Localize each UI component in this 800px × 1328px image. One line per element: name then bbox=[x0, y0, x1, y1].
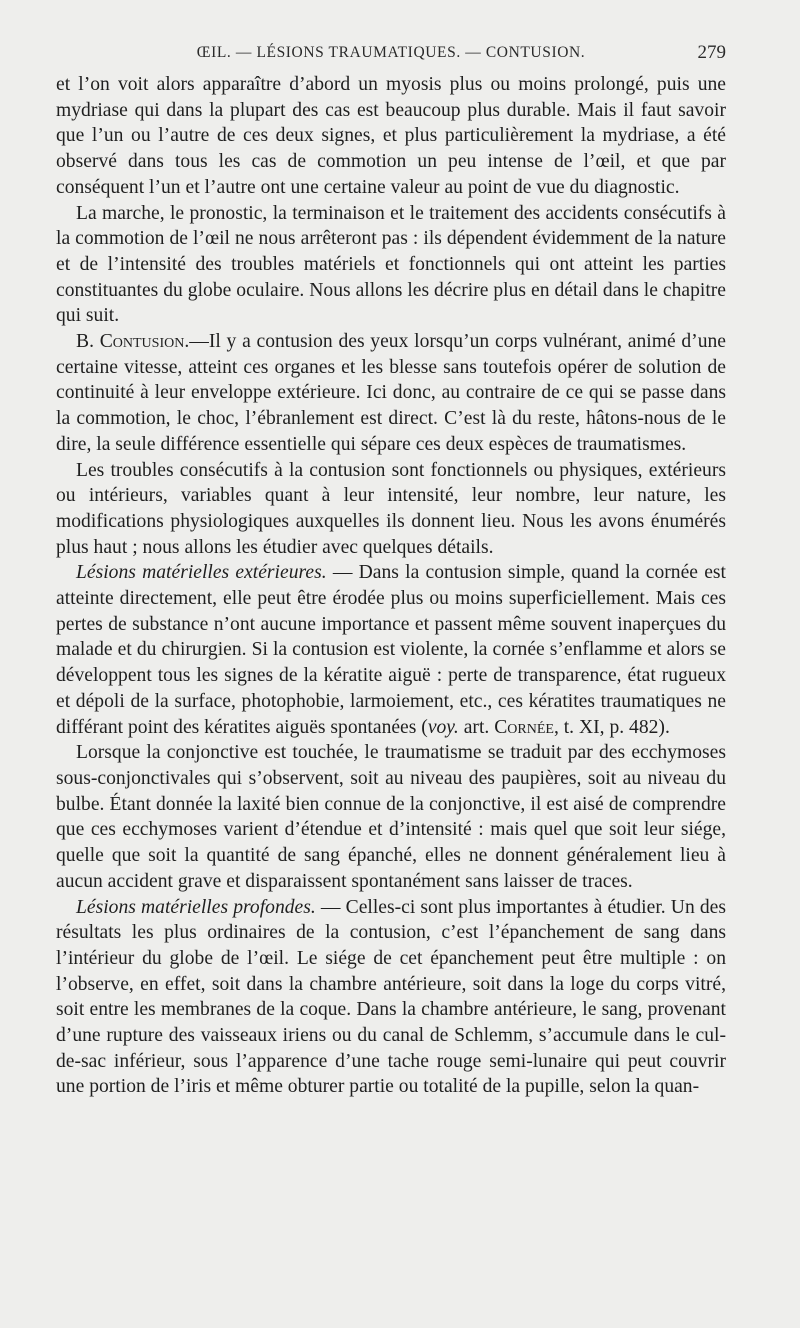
paragraph-text: — Celles-ci sont plus importantes à étudier. Un des résultats les plus ordinaires de la contusion, c’est l’épanchement de sang dans l’intérieur du globe de l’œil. Le siége de cet épanchement peut être multiple : on l’observe, en effet, soit dans la chambre antérieure, soit dans la loge du corps vitré, soit entre les membranes de la coque. Dans la chambre antérieure, le sang, provenant d’une rupture des vaisseaux iriens ou du canal de Schlemm, s’accumule dans le cul-de-sac inférieur, sous l’apparence d’une tache rouge semi-lunaire qui peut couvrir une portion de l’iris et même obturer partie ou totalité de la pupille, selon la quan- bbox=[56, 896, 726, 1098]
paragraph-external-lesions bbox=[56, 560, 726, 740]
paragraph-text: — Dans la contusion simple, quand la cornée est atteinte directement, elle peut être érodée plus ou moins superficiellement. Mais ces pertes de substance n’ont aucune importance et passent même souvent inaperçues du malade et du chirurgien. Si la contusion est violente, la cornée s’enflamme et alors se développent tous les signes de la kératite aiguë : perte de transparence, état rugueux et dépoli de la surface, photophobie, larmoiement, etc., ces kératites traumatiques ne différant point des kératites aiguës spontanées ( bbox=[56, 562, 726, 738]
paragraph-commotion-course bbox=[56, 201, 726, 330]
reference-tail: , t. XI, p. 482). bbox=[553, 716, 670, 738]
paragraph-text: et l’on voit alors apparaître d’abord un myosis plus ou moins prolongé, puis une mydriase qui dans la plupart des cas est beaucoup plus durable. Mais il faut savoir que l’un ou l’autre de ces deux signes, et plus particulièrement la mydriase, a été observé dans tous les cas de commotion un peu intense de l’œil, et que par conséquent l’un et l’autre ont une certaine valeur au point de vue du diagnostic. bbox=[56, 74, 726, 198]
paragraph-deep-lesions bbox=[56, 895, 726, 1101]
paragraph-contusion-troubles bbox=[56, 458, 726, 561]
paragraph-contusion-definition bbox=[56, 329, 726, 458]
reference-art: art. bbox=[458, 716, 495, 738]
body-text bbox=[56, 72, 726, 1100]
paragraph-text: Lorsque la conjonctive est touchée, le traumatisme se traduit par des ecchymoses sous-conjonctivales qui s’observent, soit au niveau des paupières, soit au niveau du bulbe. Étant donnée la laxité bien connue de la conjonctive, il est aisé de comprendre que ces ecchymoses varient d’étendue et d’intensité : mais quel que soit leur siége, quelle que soit la quantité de sang épanché, elles ne donnent généralement lieu à aucun accident grave et disparaissent spontanément sans laisser de traces. bbox=[56, 742, 726, 892]
paragraph-commotion-signs bbox=[56, 72, 726, 201]
running-header bbox=[56, 44, 726, 70]
paragraph-text: La marche, le pronostic, la terminaison et le traitement des accidents consécutifs à la commotion de l’œil ne nous arrêteront pas : ils dépendent évidemment de la nature et de l’intensité des troubles matériels et fonctionnels qui ont atteint les parties constituantes du globe oculaire. Nous allons les décrire plus en détail dans le chapitre qui suit. bbox=[56, 202, 726, 327]
paragraph-conjunctiva bbox=[56, 740, 726, 894]
running-title: ŒIL. — LÉSIONS TRAUMATIQUES. — CONTUSION. bbox=[196, 44, 586, 61]
page-number: 279 bbox=[697, 42, 726, 63]
section-letter: B. bbox=[76, 331, 100, 353]
paragraph-text: Les troubles consécutifs à la contusion sont fonctionnels ou physiques, extérieurs ou intérieurs, variables quant à leur intensité, leur nombre, leur nature, les modifications physiologiques auxquelles ils donnent lieu. Nous les avons énumérés plus haut ; nous allons les étudier avec quelques détails. bbox=[56, 459, 726, 558]
reference-cornee: Cornée bbox=[494, 716, 554, 738]
subsection-heading-external: Lésions matérielles extérieures. bbox=[76, 562, 327, 584]
reference-voy: voy. bbox=[427, 716, 459, 738]
section-heading-contusion: Contusion. bbox=[99, 331, 190, 353]
subsection-heading-deep: Lésions matérielles profondes. bbox=[76, 896, 316, 918]
paragraph-text: —Il y a contusion des yeux lorsqu’un corps vulnérant, animé d’une certaine vitesse, atteint ces organes et les blesse sans toutefois opérer de solution de continuité à leur enveloppe extérieure. Ici donc, au contraire de ce qui se passe dans la commotion, le choc, l’ébranlement est direct. C’est là du reste, hâtons-nous de le dire, la seule différence essentielle qui sépare ces deux espèces de traumatismes. bbox=[56, 331, 726, 455]
